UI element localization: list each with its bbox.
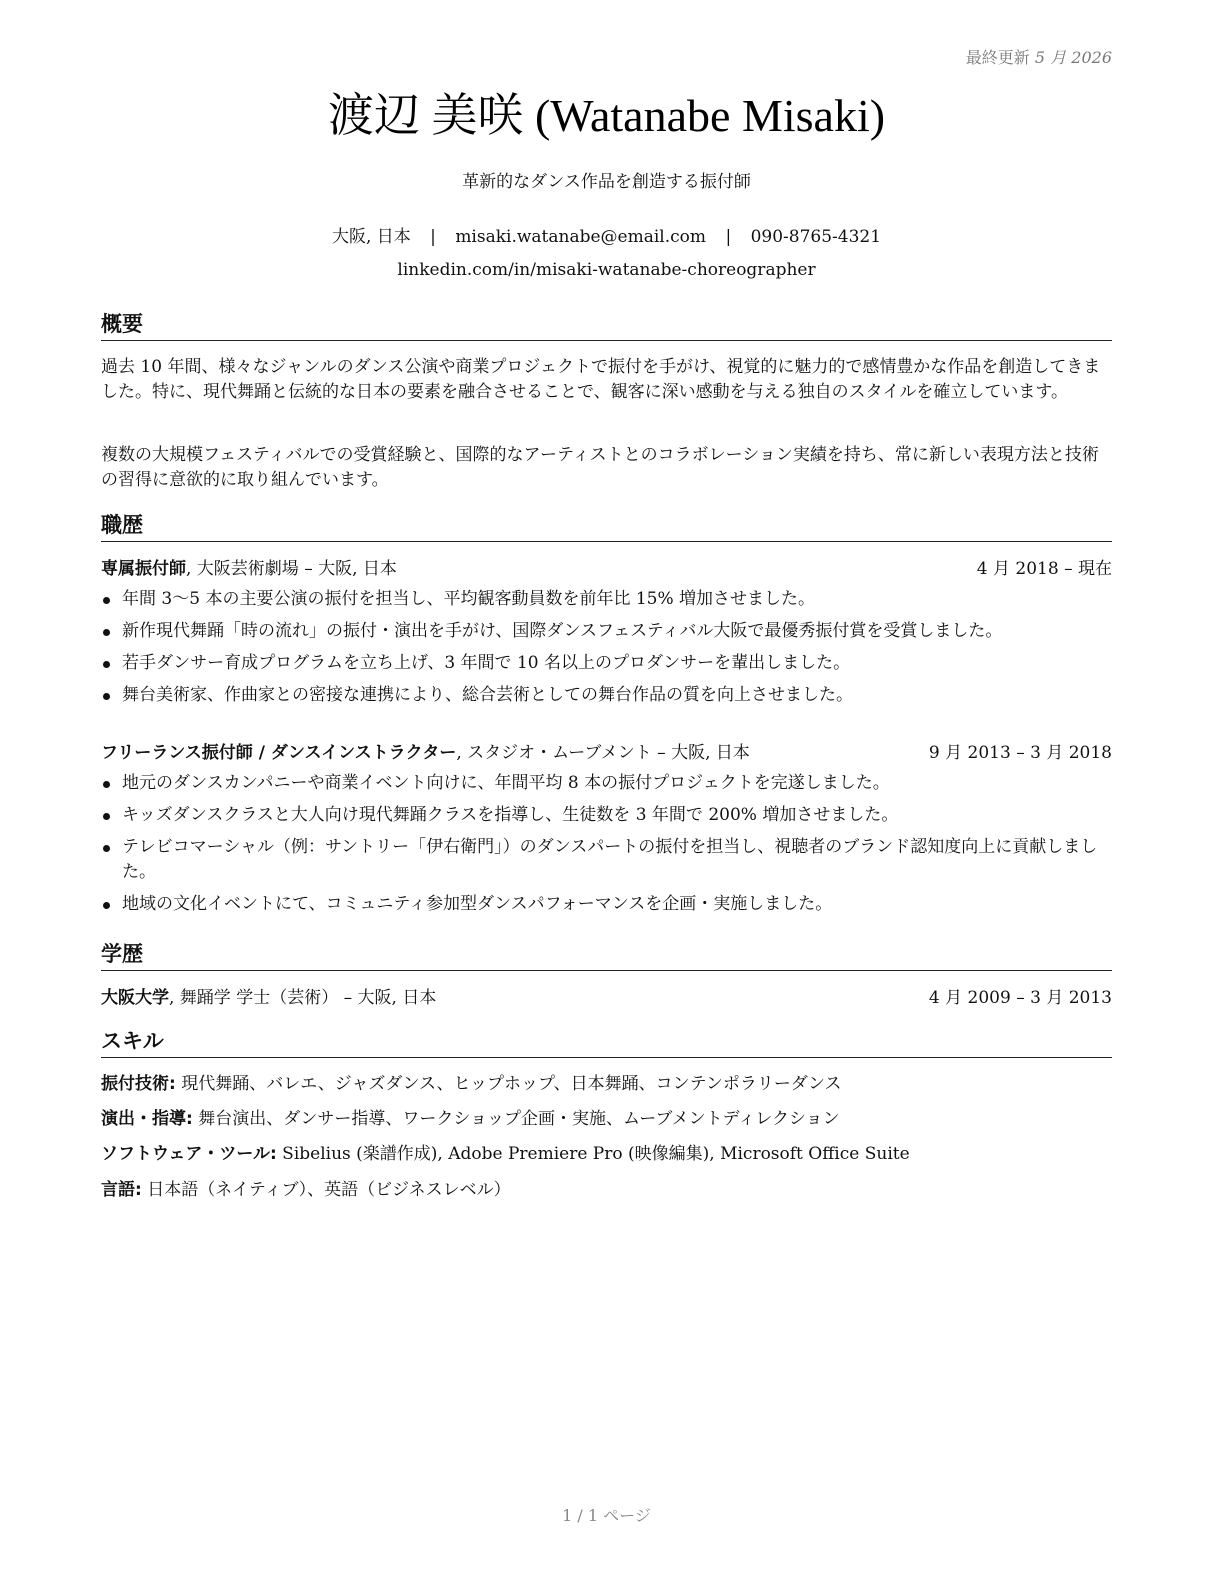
tagline: 革新的なダンス作品を創造する振付師 (462, 172, 751, 192)
last-updated-year: 2026 (1071, 48, 1112, 67)
list-item: 若手ダンサー育成プログラムを立ち上げ、3 年間で 10 名以上のプロダンサーを輩出しました。 (101, 651, 1112, 676)
linkedin-link[interactable]: linkedin.com/in/misaki-watanabe-choreographer (397, 260, 816, 280)
contact-separator: | (725, 227, 732, 247)
skill-label: 言語: (101, 1180, 142, 1200)
education-dates: 4 月 2009 – 3 月 2013 (928, 988, 1112, 1008)
skill-value: 舞台演出、ダンサー指導、ワークショップ企画・実施、ムーブメントディレクション (192, 1109, 840, 1129)
job-role: フリーランス振付師 / ダンスインストラクター (101, 743, 457, 763)
list-item: テレビコマーシャル（例：サントリー「伊右衛門」）のダンスパートの振付を担当し、視聴者のブランド認知度向上に貢献しました。 (101, 835, 1112, 885)
job-dates: 9 月 2013 – 3 月 2018 (928, 743, 1112, 763)
contact-line (101, 225, 1112, 249)
resume-page (101, 0, 1112, 1584)
skill-value: 日本語（ネイティブ）、英語（ビジネスレベル） (141, 1180, 511, 1200)
section-title-summary: 概要 (101, 310, 1112, 341)
job-role: 専属振付師 (101, 559, 186, 579)
section-title-experience: 職歴 (101, 511, 1112, 542)
section-title-skills: スキル (101, 1027, 1112, 1058)
summary-paragraph: 過去 10 年間、様々なジャンルのダンス公演や商業プロジェクトで振付を手がけ、視覚的に魅力的で感情豊かな作品を創造してきました。特に、現代舞踊と伝統的な日本の要素を融合させることで、観客に深い感動を与える独自のスタイルを確立しています。 (101, 357, 1101, 402)
education-school: 大阪大学 (101, 988, 169, 1008)
skill-label: ソフトウェア・ツール: (101, 1144, 277, 1164)
skill-row (101, 1071, 1112, 1097)
candidate-name: 渡辺 美咲 (Watanabe Misaki) (327, 90, 886, 141)
job-bullets (101, 587, 1112, 715)
contact-email[interactable]: misaki.watanabe@email.com (455, 227, 707, 247)
skill-label: 演出・指導: (101, 1109, 193, 1129)
last-updated (966, 45, 1112, 68)
skill-row (101, 1106, 1112, 1132)
last-updated-label: 最終更新 (965, 48, 1030, 67)
page-number: 1 / 1 ページ (562, 1506, 651, 1525)
job-header (101, 556, 1112, 582)
education-degree: , 舞踊学 学士（芸術） – 大阪, 日本 (169, 988, 437, 1008)
list-item: 地域の文化イベントにて、コミュニティ参加型ダンスパフォーマンスを企画・実施しました。 (101, 892, 1112, 917)
list-item: 年間 3〜5 本の主要公演の振付を担当し、平均観客動員数を前年比 15% 増加させました。 (101, 587, 1112, 612)
job-dates: 4 月 2018 – 現在 (976, 559, 1112, 579)
section-title-education: 学歴 (101, 940, 1112, 971)
job-header (101, 740, 1112, 766)
skill-value: Sibelius (楽譜作成), Adobe Premiere Pro (映像編集), Microsoft Office Suite (276, 1144, 910, 1164)
job-org: , 大阪芸術劇場 – 大阪, 日本 (186, 559, 397, 579)
list-item: 新作現代舞踊「時の流れ」の振付・演出を手がけ、国際ダンスフェスティバル大阪で最優秀振付賞を受賞しました。 (101, 619, 1112, 644)
list-item: 地元のダンスカンパニーや商業イベント向けに、年間平均 8 本の振付プロジェクトを完遂しました。 (101, 771, 1112, 796)
job-bullets (101, 771, 1112, 924)
skill-value: 現代舞踊、バレエ、ジャズダンス、ヒップホップ、日本舞踊、コンテンポラリーダンス (175, 1074, 842, 1094)
list-item: キッズダンスクラスと大人向け現代舞踊クラスを指導し、生徒数を 3 年間で 200% 増加させました。 (101, 803, 1112, 828)
contact-separator: | (430, 227, 436, 247)
last-updated-month: 5 月 (1034, 48, 1067, 67)
contact-location: 大阪, 日本 (331, 227, 411, 247)
list-item: 舞台美術家、作曲家との密接な連携により、総合芸術としての舞台作品の質を向上させました。 (101, 683, 1112, 708)
contact-phone: 090-8765-4321 (750, 227, 882, 247)
education-entry (101, 985, 1112, 1011)
skill-row (101, 1177, 1112, 1203)
job-org: , スタジオ・ムーブメント – 大阪, 日本 (456, 743, 750, 763)
summary-paragraph: 複数の大規模フェスティバルでの受賞経験と、国際的なアーティストとのコラボレーション実績を持ち、常に新しい表現方法と技術の習得に意欲的に取り組んでいます。 (101, 445, 1099, 490)
skill-label: 振付技術: (101, 1074, 176, 1094)
skill-row (101, 1141, 1112, 1167)
